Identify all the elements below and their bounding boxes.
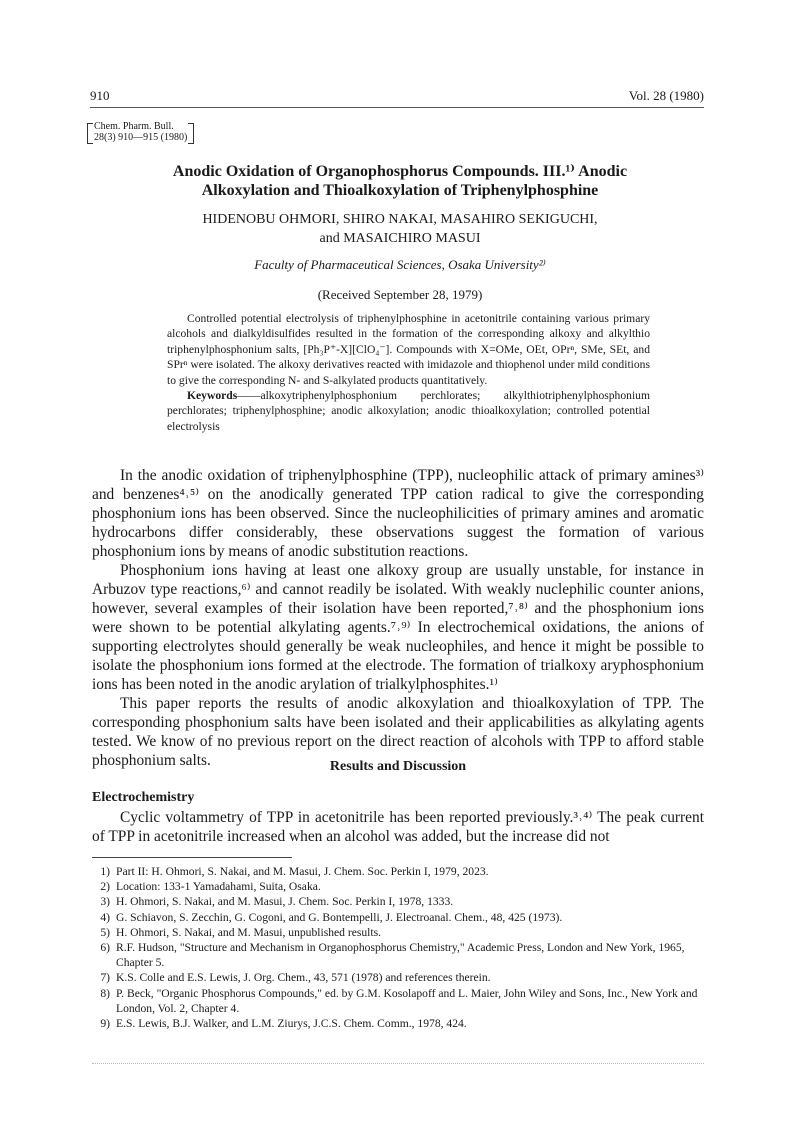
footnote-text: G. Schiavon, S. Zecchin, G. Cogoni, and G. Bontempelli, J. Electroanal. Chem., 48, 425 (1973). bbox=[116, 910, 563, 924]
footnote-number: 3) bbox=[100, 895, 110, 909]
main-text bbox=[92, 466, 704, 770]
footnote-number: 4) bbox=[100, 910, 110, 924]
keywords-label: Keywords bbox=[187, 389, 238, 403]
footnote-item bbox=[92, 970, 704, 985]
footnote-item bbox=[92, 894, 704, 909]
paragraph-4: Cyclic voltammetry of TPP in acetonitrile has been reported previously.³˒⁴⁾ The peak current of TPP in acetonitrile increased when an alcohol was added, but the increase did not bbox=[92, 809, 704, 845]
citation-line-1: Chem. Pharm. Bull. bbox=[94, 121, 174, 132]
footnote-item bbox=[92, 986, 704, 1016]
keywords bbox=[167, 388, 650, 434]
title-line-2: Alkoxylation and Thioalkoxylation of Triphenylphosphine bbox=[201, 182, 599, 199]
authors-line-2: and MASAICHIRO MASUI bbox=[319, 231, 481, 246]
footnote-item bbox=[92, 864, 704, 879]
page-number: 910 bbox=[90, 88, 110, 103]
received-date: (Received September 28, 1979) bbox=[317, 287, 483, 302]
title-line-1: Anodic Oxidation of Organophosphorus Compounds. III.¹⁾ Anodic bbox=[172, 163, 628, 180]
abstract-text: Controlled potential electrolysis of triphenylphosphine in acetonitrile containing various primary alcohols and dialkyldisulfides resulted in the formation of the corresponding alkoxy and alkylthio triphenylphosphonium salts, [Ph₃P⁺-X][ClO₄⁻]. Compounds with X=OMe, OEt, OPrⁿ, SMe, SEt, and SPrⁿ were isolated. The alkoxy derivatives reacted with imidazole and thiophenol under mild conditions to give the corresponding N- and S-alkylated products quantitatively. bbox=[167, 312, 650, 387]
abstract bbox=[167, 311, 650, 434]
authors-line-1: HIDENOBU OHMORI, SHIRO NAKAI, MASAHIRO SEKIGUCHI, bbox=[202, 212, 598, 227]
footnote-text: P. Beck, "Organic Phosphorus Compounds," ed. by G.M. Kosolapoff and L. Maier, John Wiley and Sons, Inc., New York and London, Vol. 2, Chapter 4. bbox=[116, 986, 698, 1015]
bottom-rule bbox=[92, 1063, 704, 1064]
footnote-number: 9) bbox=[100, 1017, 110, 1031]
footnote-number: 1) bbox=[100, 865, 110, 878]
journal-citation bbox=[92, 121, 189, 143]
footnote-item bbox=[92, 940, 704, 970]
footnote-text: K.S. Colle and E.S. Lewis, J. Org. Chem., 43, 571 (1978) and references therein. bbox=[116, 971, 491, 985]
footnote-number: 6) bbox=[100, 941, 110, 955]
section-text bbox=[92, 808, 704, 846]
left-bracket bbox=[87, 123, 93, 144]
footnote-item bbox=[92, 925, 704, 940]
footnote-item bbox=[92, 879, 704, 894]
article-title bbox=[120, 162, 680, 200]
footnote-number: 5) bbox=[100, 925, 110, 939]
citation-line-2: 28(3) 910—915 (1980) bbox=[94, 132, 188, 143]
footnote-number: 7) bbox=[100, 971, 110, 985]
footnote-text: H. Ohmori, S. Nakai, and M. Masui, J. Chem. Soc. Perkin I, 1978, 1333. bbox=[116, 895, 454, 909]
keywords-list: ——alkoxytriphenylphosphonium perchlorates; alkylthiotriphenylphosphonium perchlorates; triphenylphosphine; anodic alkoxylation; anodic thioalkoxylation; controlled potential electrolysis bbox=[167, 389, 650, 433]
paragraph-2: Phosphonium ions having at least one alkoxy group are usually unstable, for instance in Arbuzov type reactions,⁶⁾ and cannot readily be isolated. With weakly nuclephilic counter anions, however, several examples of their isolation have been reported,⁷˒⁸⁾ and the phosphonium ions were shown to be potential alkylating agents.⁷˒⁹⁾ In electrochemical oxidations, the anions of supporting electrolytes should generally be weak nucleophiles, and hence it might be possible to isolate the phosphonium ions formed at the electrode. The formation of trialkoxy aryphosphonium ions has been noted in the anodic arylation of trialkylphosphites.¹⁾ bbox=[92, 562, 704, 693]
footnote-number: 2) bbox=[100, 880, 110, 894]
footnotes bbox=[92, 864, 704, 1031]
section-heading: Results and Discussion bbox=[329, 759, 467, 774]
footnote-item bbox=[92, 1016, 704, 1031]
footnote-rule bbox=[92, 857, 292, 858]
affiliation: Faculty of Pharmaceutical Sciences, Osaka University²⁾ bbox=[254, 257, 546, 272]
volume-label: Vol. 28 (1980) bbox=[628, 88, 704, 103]
right-bracket bbox=[188, 123, 194, 144]
paragraph-3: This paper reports the results of anodic alkoxylation and thioalkoxylation of TPP. The corresponding phosphonium salts have been isolated and their applicabilities as alkylating agents tested. We know of no previous report on the direct reaction of alcohols with TPP to afford stable phosphonium salts. bbox=[92, 695, 704, 769]
footnote-text: H. Ohmori, S. Nakai, and M. Masui, unpublished results. bbox=[116, 925, 382, 939]
footnote-text: R.F. Hudson, "Structure and Mechanism in Organophosphorus Chemistry," Academic Press, London and New York, 1965, Chapter 5. bbox=[116, 941, 685, 970]
footnote-text: Location: 133-1 Yamadahami, Suita, Osaka. bbox=[116, 880, 321, 894]
footnote-text: E.S. Lewis, B.J. Walker, and L.M. Ziurys, J.C.S. Chem. Comm., 1978, 424. bbox=[116, 1017, 467, 1031]
header-rule bbox=[90, 107, 704, 108]
footnote-number: 8) bbox=[100, 986, 110, 1000]
footnote-text: Part II: H. Ohmori, S. Nakai, and M. Masui, J. Chem. Soc. Perkin I, 1979, 2023. bbox=[116, 865, 489, 878]
paragraph-1: In the anodic oxidation of triphenylphosphine (TPP), nucleophilic attack of primary amines³⁾ and benzenes⁴˒⁵⁾ on the anodically generated TPP cation radical to give the corresponding phosphonium ions has been observed. Since the nucleophilicities of primary amines and aromatic hydrocarbons differ considerably, these observations suggest the formation of various phosphonium ions by means of anodic substitution reactions. bbox=[92, 467, 704, 560]
author-list bbox=[120, 210, 680, 248]
subsection-heading: Electrochemistry bbox=[92, 790, 195, 805]
footnote-item bbox=[92, 910, 704, 925]
